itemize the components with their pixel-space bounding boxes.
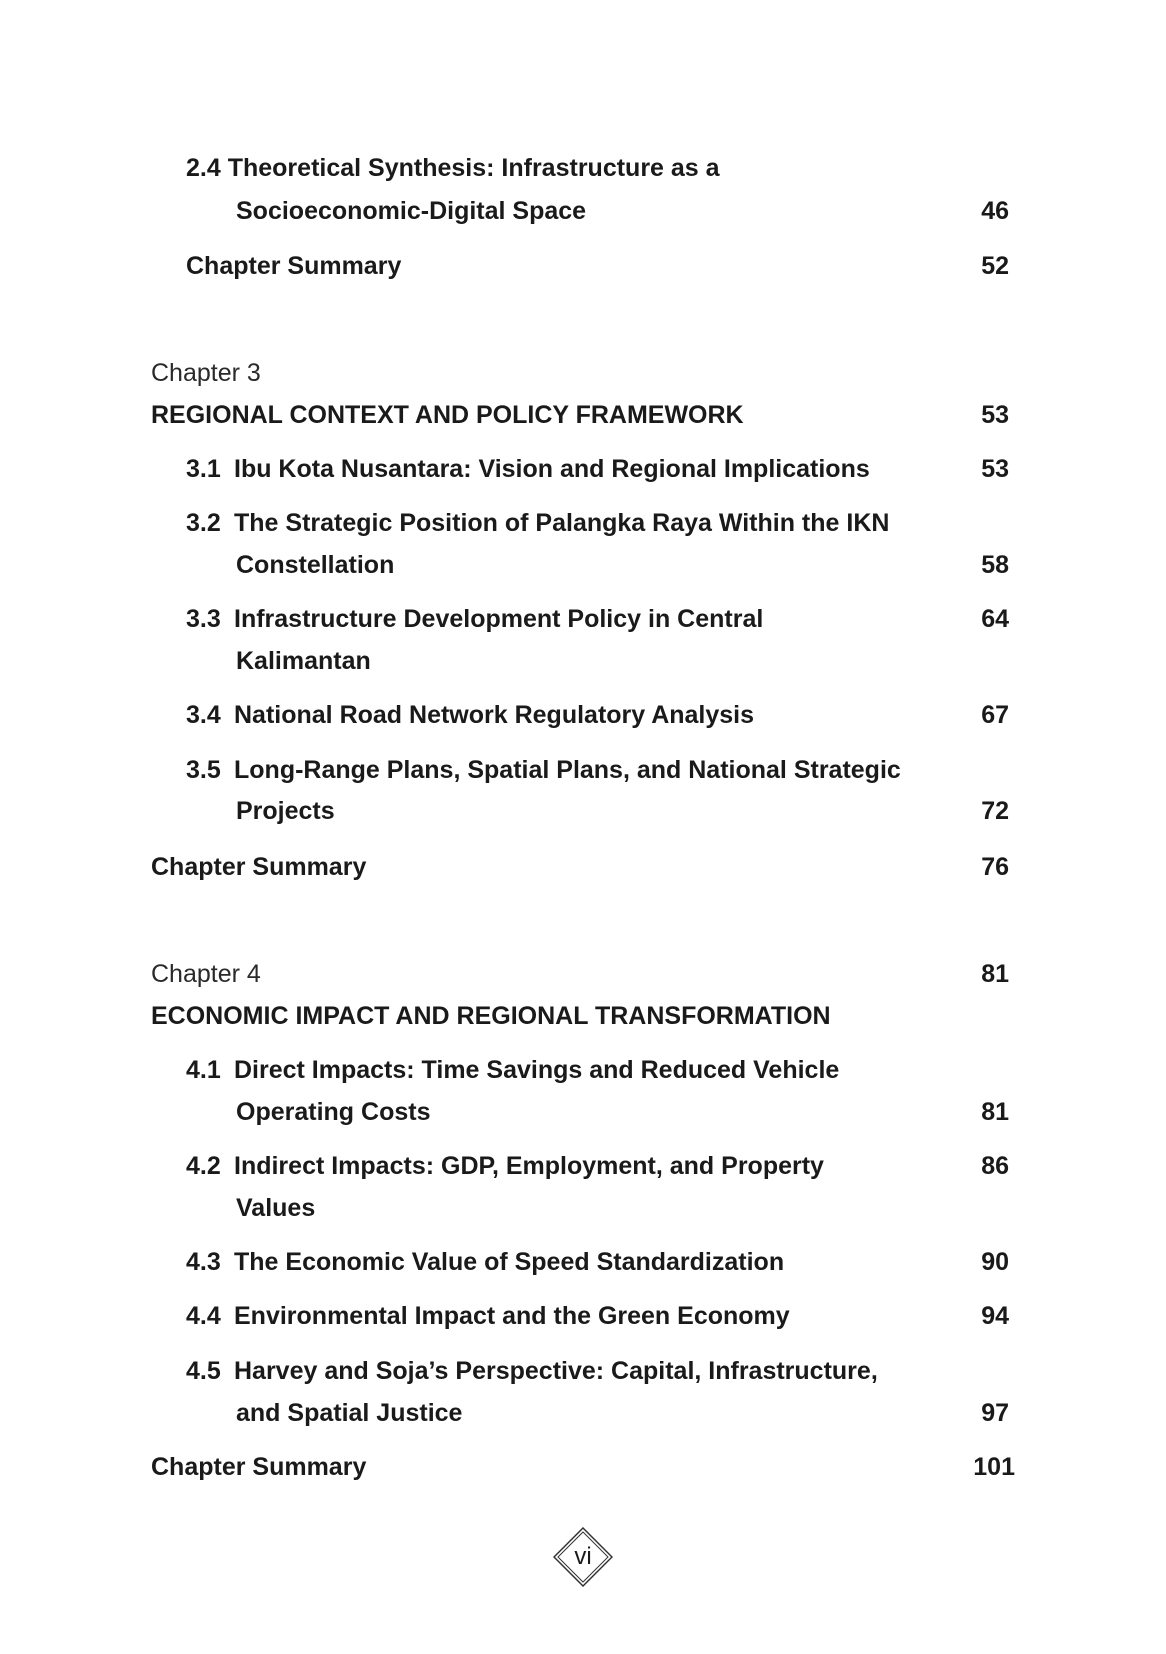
page-number: 94 — [981, 1302, 1009, 1330]
chapter-label: Chapter 3 — [151, 359, 261, 387]
folio-number: vi — [574, 1543, 592, 1570]
page-number: 86 — [981, 1152, 1009, 1180]
section-title: Theoretical Synthesis: Infrastructure as a — [227, 154, 720, 182]
section-number: 4.2 — [186, 1152, 221, 1180]
section-title: The Strategic Position of Palangka Raya Within the IKN — [234, 509, 890, 537]
toc-entry-3-1[interactable] — [186, 453, 870, 485]
page-folio — [553, 1527, 613, 1587]
chapter-summary-entry[interactable]: Chapter Summary — [186, 252, 402, 280]
section-number: 3.2 — [186, 509, 221, 537]
chapter-title[interactable]: REGIONAL CONTEXT AND POLICY FRAMEWORK — [151, 401, 744, 429]
chapter-summary-entry[interactable]: Chapter Summary — [151, 1453, 367, 1481]
page-number: 81 — [981, 960, 1009, 988]
toc-entry-4-5[interactable] — [186, 1355, 878, 1387]
page-number: 90 — [981, 1248, 1009, 1276]
toc-entry-3-3[interactable] — [186, 603, 763, 635]
section-number: 4.1 — [186, 1056, 221, 1084]
section-title-continued: Socioeconomic-Digital Space — [236, 197, 587, 225]
page-number: 64 — [981, 605, 1009, 633]
page-number: 53 — [981, 455, 1009, 483]
section-number: 3.1 — [186, 455, 221, 483]
toc-entry-4-3[interactable] — [186, 1246, 784, 1278]
chapter-title[interactable]: ECONOMIC IMPACT AND REGIONAL TRANSFORMATION — [151, 1002, 831, 1030]
section-title: Direct Impacts: Time Savings and Reduced Vehicle — [234, 1056, 840, 1084]
section-title-continued: Kalimantan — [236, 647, 371, 675]
section-number: 4.4 — [186, 1302, 221, 1330]
section-title: National Road Network Regulatory Analysis — [234, 701, 755, 729]
section-title: Infrastructure Development Policy in Central — [234, 605, 764, 633]
page-number: 97 — [981, 1399, 1009, 1427]
section-number: 4.5 — [186, 1357, 221, 1385]
toc-entry-4-1[interactable] — [186, 1054, 839, 1086]
section-title: Harvey and Soja’s Perspective: Capital, Infrastructure, — [234, 1357, 878, 1385]
toc-entry-3-4[interactable] — [186, 699, 754, 731]
toc-entry-2-4[interactable] — [186, 152, 720, 184]
toc-entry-3-2[interactable] — [186, 507, 889, 539]
page-number: 76 — [981, 853, 1009, 881]
chapter-label: Chapter 4 — [151, 960, 261, 988]
page-number: 72 — [981, 797, 1009, 825]
section-title-continued: and Spatial Justice — [236, 1399, 463, 1427]
chapter-summary-entry[interactable]: Chapter Summary — [151, 853, 367, 881]
section-title-continued: Constellation — [236, 551, 395, 579]
section-number: 3.4 — [186, 701, 221, 729]
page-number: 101 — [973, 1453, 1015, 1481]
section-number: 4.3 — [186, 1248, 221, 1276]
section-title: Indirect Impacts: GDP, Employment, and Property — [234, 1152, 824, 1180]
toc-entry-4-4[interactable] — [186, 1300, 790, 1332]
section-number: 3.5 — [186, 756, 221, 784]
section-number: 3.3 — [186, 605, 221, 633]
toc-entry-3-5[interactable] — [186, 754, 901, 786]
section-title-continued: Operating Costs — [236, 1098, 431, 1126]
page-number: 81 — [981, 1098, 1009, 1126]
page-number: 46 — [981, 197, 1009, 225]
section-title: The Economic Value of Speed Standardization — [234, 1248, 785, 1276]
section-title-continued: Values — [236, 1194, 316, 1222]
section-title: Ibu Kota Nusantara: Vision and Regional Implications — [234, 455, 870, 483]
section-title: Long-Range Plans, Spatial Plans, and National Strategic — [234, 756, 901, 784]
page-number: 53 — [981, 401, 1009, 429]
section-title-continued: Projects — [236, 797, 335, 825]
page-number: 52 — [981, 252, 1009, 280]
section-title: Environmental Impact and the Green Economy — [234, 1302, 790, 1330]
page-number: 67 — [981, 701, 1009, 729]
toc-entry-4-2[interactable] — [186, 1150, 824, 1182]
page-number: 58 — [981, 551, 1009, 579]
section-number: 2.4 — [186, 154, 221, 182]
